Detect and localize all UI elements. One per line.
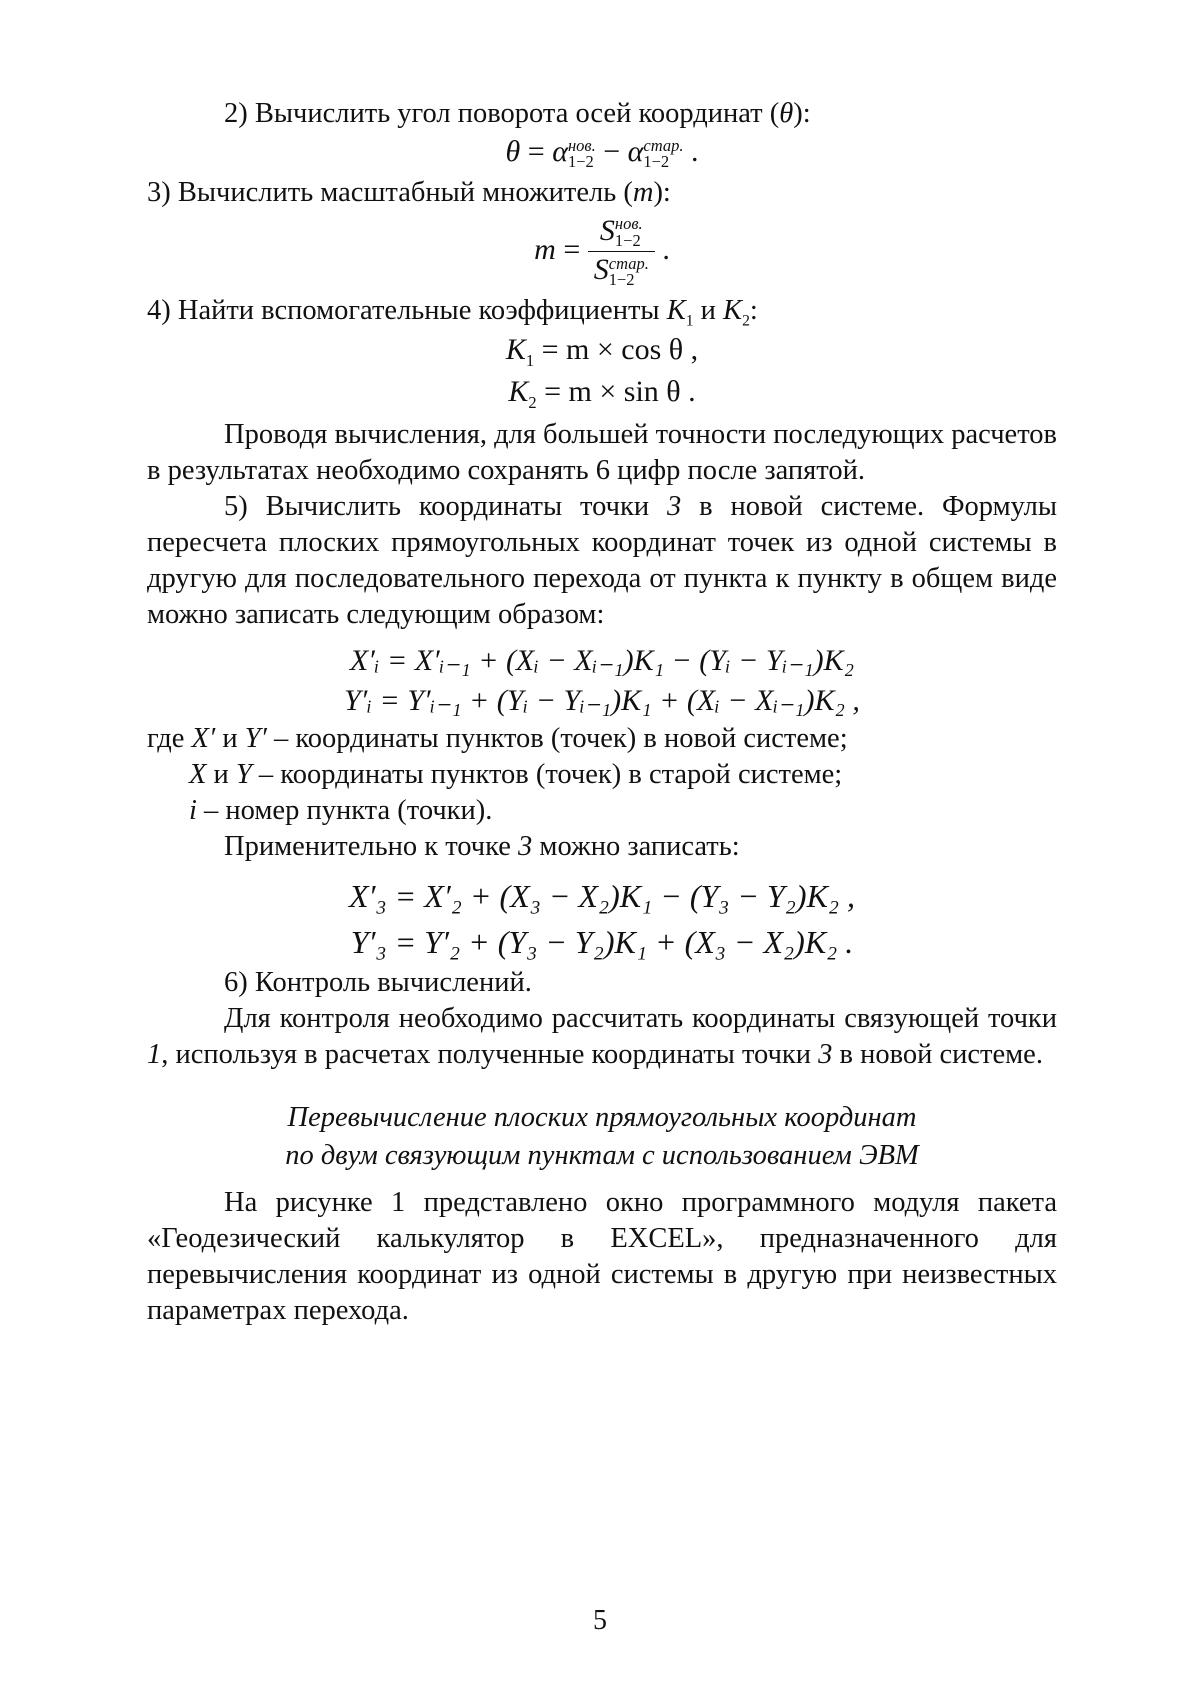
page-content (147, 96, 1057, 1329)
control-paragraph: Для контроля необходимо рассчитать координаты связующей точки 1, используя в расчетах полученные координаты точки 3 в новой системе. (147, 1002, 1057, 1070)
formula-general-y: Y′ᵢ = Y′ᵢ₋₁ + (Yᵢ − Yᵢ₋₁)K₁ + (Xᵢ − Xᵢ₋₁)K₂ , (344, 683, 860, 717)
step5-paragraph: 5) Вычислить координаты точки 3 в новой системе. Формулы пересчета плоских прямоугольных координат точек из одной системы в другую для последовательного перехода от пункта к пункту в общем виде можно записать следующим образом: (147, 490, 1057, 630)
formula-general-x: X′ᵢ = X′ᵢ₋₁ + (Xᵢ − Xᵢ₋₁)K₁ − (Yᵢ − Yᵢ₋₁)K₂ (349, 643, 855, 677)
step3-text: 3) Вычислить масштабный множитель (m): (147, 176, 671, 208)
applied-text: Применительно к точке 3 можно записать: (224, 830, 740, 862)
formula-theta: θ = α нов. 1−2 − α стар. 1−2 . (505, 135, 699, 172)
fraction: S нов. 1−2 S стар. 1−2 (588, 215, 655, 289)
step6-text: 6) Контроль вычислений. (224, 966, 532, 998)
formula-point3-x: X′₃ = X′₂ + (X₃ − X₂)K₁ − (Y₃ − Y₂)K₂ , (348, 877, 856, 914)
section-heading-line1: Перевычисление плоских прямоугольных координат (287, 1101, 917, 1133)
legend-new: где X′ и Y′ – координаты пунктов (точек) в новой системе; (147, 722, 848, 754)
formula-point3-y: Y′₃ = Y′₂ + (Y₃ − Y₂)K₁ + (X₃ − X₂)K₂ . (350, 923, 854, 960)
legend-index: i – номер пункта (точки). (189, 794, 493, 826)
step2-text: 2) Вычислить угол поворота осей координат (θ): (224, 98, 811, 129)
section-heading (147, 1099, 1057, 1175)
formula-k2: $K_2 = m \times \sin \theta$ . (508, 374, 696, 412)
precision-paragraph: Проводя вычисления, для большей точности последующих расчетов в результатах необходимо сохранять 6 цифр после запятой. (147, 418, 1057, 486)
section-heading-line2: по двум связующим пунктам с использованием ЭВМ (285, 1139, 919, 1171)
legend-old: X и Y – координаты пунктов (точек) в старой системе; (189, 758, 843, 790)
final-paragraph: На рисунке 1 представлено окно программного модуля пакета «Геодезический калькулятор в EXCEL», предназначенного для перевычисления координат из одной системы в другую при неизвестных параметрах перехода. (147, 1186, 1057, 1326)
step4-text: 4) Найти вспомогательные коэффициенты $K_1$ и $K_2$: (147, 294, 758, 330)
page-number: 5 (593, 1605, 607, 1636)
formula-m: m = S нов. 1−2 S стар. 1−2 . (534, 213, 670, 290)
formula-k1: $K_1 = m \times \cos \theta$ , (505, 332, 699, 370)
